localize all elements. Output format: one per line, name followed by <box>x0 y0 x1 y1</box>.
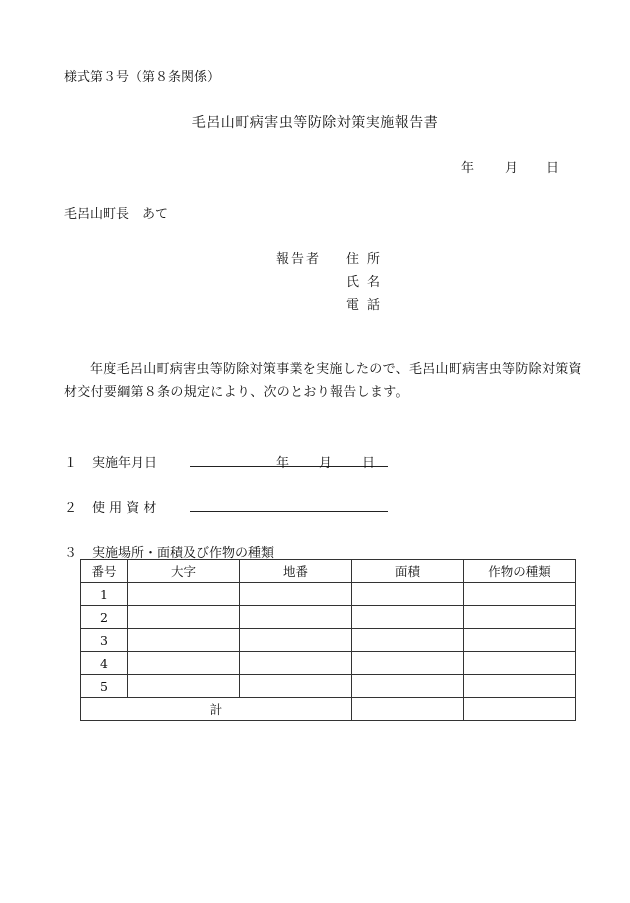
document-title: 毛呂山町病害虫等防除対策実施報告書 <box>191 115 439 131</box>
oaza-cell[interactable] <box>128 583 240 606</box>
crop-type-cell[interactable] <box>464 583 576 606</box>
row-number: 1 <box>81 583 128 606</box>
row-number: 2 <box>81 606 128 629</box>
row-number: 3 <box>81 629 128 652</box>
crop-type-cell[interactable] <box>464 629 576 652</box>
crop-type-cell[interactable] <box>464 652 576 675</box>
reporter-name-label: 氏名 <box>346 275 389 290</box>
oaza-cell[interactable] <box>128 675 240 698</box>
table-header-row <box>81 560 576 583</box>
total-area-cell[interactable] <box>352 698 464 721</box>
form-number: 様式第３号（第８条関係） <box>64 70 221 85</box>
lot-number-cell[interactable] <box>240 652 352 675</box>
crop-type-cell[interactable] <box>464 606 576 629</box>
item-2-label: 使 用 資 材 <box>92 501 157 516</box>
header-lot-number: 地番 <box>240 560 352 583</box>
table-row <box>81 606 576 629</box>
area-cell[interactable] <box>352 606 464 629</box>
impl-date-month-label: 月 <box>319 456 333 471</box>
lot-number-cell[interactable] <box>240 629 352 652</box>
lot-number-cell[interactable] <box>240 583 352 606</box>
table-total-row <box>81 698 576 721</box>
area-cell[interactable] <box>352 652 464 675</box>
header-crop-type: 作物の種類 <box>464 560 576 583</box>
item-3-number: ３ <box>64 546 78 561</box>
item-1-label: 実施年月日 <box>92 456 158 471</box>
header-area: 面積 <box>352 560 464 583</box>
table-row <box>81 583 576 606</box>
area-cell[interactable] <box>352 675 464 698</box>
date-day-label: 日 <box>546 161 560 176</box>
header-oaza: 大字 <box>128 560 240 583</box>
row-number: 5 <box>81 675 128 698</box>
oaza-cell[interactable] <box>128 652 240 675</box>
header-number: 番号 <box>81 560 128 583</box>
table-row <box>81 675 576 698</box>
total-label: 計 <box>81 698 352 721</box>
table-row <box>81 629 576 652</box>
item-1-number: １ <box>64 456 78 471</box>
date-year-label: 年 <box>461 161 475 176</box>
impl-date-day-label: 日 <box>362 456 376 471</box>
implementation-table <box>80 559 576 721</box>
oaza-cell[interactable] <box>128 606 240 629</box>
area-cell[interactable] <box>352 583 464 606</box>
item-3-label: 実施場所・面積及び作物の種類 <box>92 546 275 561</box>
impl-date-year-label: 年 <box>276 456 290 471</box>
addressee: 毛呂山町長 あて <box>64 207 169 222</box>
table-row <box>81 652 576 675</box>
total-crop-cell[interactable] <box>464 698 576 721</box>
oaza-cell[interactable] <box>128 629 240 652</box>
report-body-text: 年度毛呂山町病害虫等防除対策事業を実施したので、毛呂山町病害虫等防除対策資材交付要綱第８条の規定により、次のとおり報告します。 <box>64 362 582 400</box>
reporter-label: 報告者 <box>276 252 322 267</box>
materials-used-field[interactable] <box>190 511 388 512</box>
lot-number-cell[interactable] <box>240 606 352 629</box>
reporter-address-label: 住所 <box>346 252 389 267</box>
lot-number-cell[interactable] <box>240 675 352 698</box>
crop-type-cell[interactable] <box>464 675 576 698</box>
date-month-label: 月 <box>505 161 519 176</box>
reporter-phone-label: 電話 <box>346 298 389 313</box>
row-number: 4 <box>81 652 128 675</box>
area-cell[interactable] <box>352 629 464 652</box>
item-2-number: ２ <box>64 501 78 516</box>
